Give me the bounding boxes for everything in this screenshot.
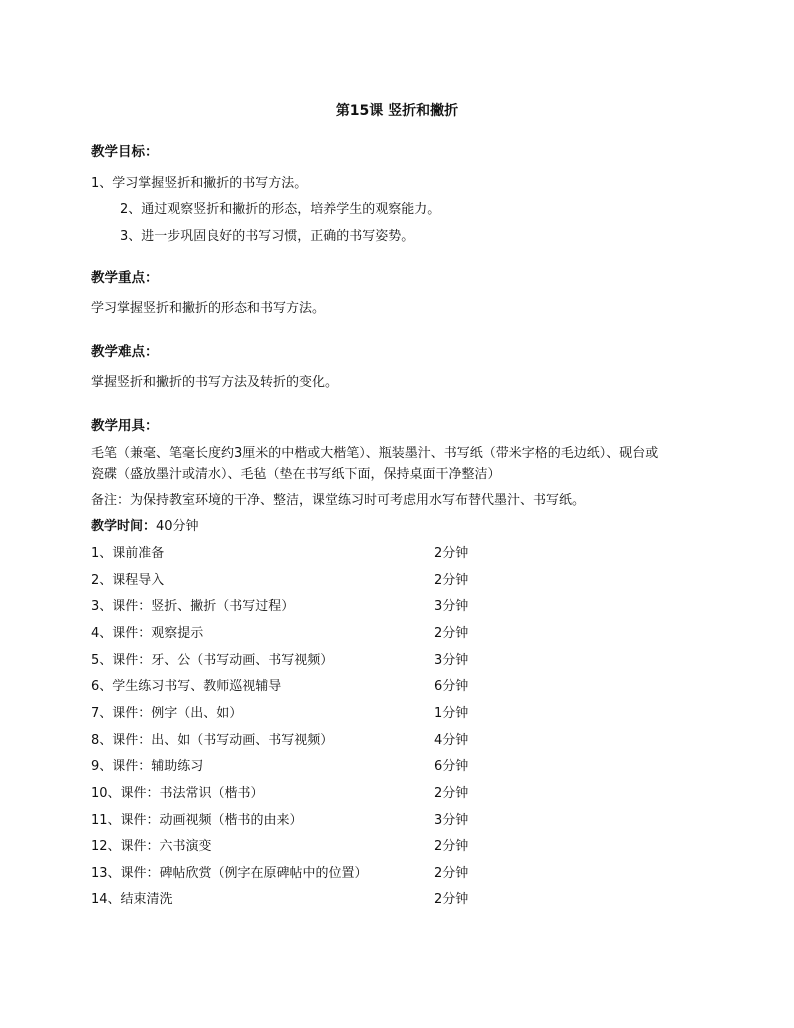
teaching-time	[91, 518, 199, 536]
difficulties-text: 掌握竖折和撇折的书写方法及转折的变化。	[91, 375, 339, 390]
time-row-item: 7、课件：例字（出、如）	[91, 706, 243, 721]
time-row-item: 6、学生练习书写、教师巡视辅导	[91, 679, 282, 694]
time-row	[91, 545, 511, 563]
tools-note: 备注：为保持教室环境的干净、整洁，课堂练习时可考虑用水写布替代墨汁、书写纸。	[91, 493, 586, 508]
time-row-item: 2、课程导入	[91, 573, 165, 588]
time-row-item: 8、课件：出、如（书写动画、书写视频）	[91, 733, 334, 748]
time-row-item: 1、课前准备	[91, 546, 165, 561]
time-row	[91, 838, 511, 856]
time-row-duration: 6分钟	[434, 759, 469, 774]
time-row-duration: 3分钟	[434, 599, 469, 614]
time-row	[91, 678, 511, 696]
time-row	[91, 705, 511, 723]
time-row-item: 11、课件：动画视频（楷书的由来）	[91, 813, 303, 828]
time-row	[91, 598, 511, 616]
tools-line-1: 毛笔（兼毫、笔毫长度约3厘米的中楷或大楷笔）、瓶装墨汁、书写纸（带米字格的毛边纸）、砚台或	[91, 446, 659, 461]
time-row-duration: 4分钟	[434, 733, 469, 748]
time-row-item: 4、课件：观察提示	[91, 626, 204, 641]
time-row-duration: 6分钟	[434, 679, 469, 694]
objectives-heading: 教学目标：	[91, 144, 159, 160]
time-row-duration: 2分钟	[434, 573, 469, 588]
time-row-duration: 2分钟	[434, 839, 469, 854]
tools-heading: 教学用具：	[91, 418, 159, 434]
time-row	[91, 758, 511, 776]
time-row-duration: 1分钟	[434, 706, 469, 721]
objective-item-3: 3、进一步巩固良好的书写习惯，正确的书写姿势。	[120, 229, 415, 244]
time-row-duration: 3分钟	[434, 653, 469, 668]
time-row	[91, 732, 511, 750]
time-row-duration: 2分钟	[434, 546, 469, 561]
time-row	[91, 865, 511, 883]
time-row	[91, 652, 511, 670]
time-row	[91, 625, 511, 643]
time-row	[91, 891, 511, 909]
time-row-item: 12、课件：六书演变	[91, 839, 212, 854]
time-row-item: 5、课件：牙、公（书写动画、书写视频）	[91, 653, 334, 668]
page-title: 第15课 竖折和撇折	[335, 103, 459, 119]
time-row	[91, 785, 511, 803]
time-row-item: 3、课件：竖折、撇折（书写过程）	[91, 599, 295, 614]
time-row-item: 14、结束清洗	[91, 892, 173, 907]
time-row-item: 10、课件：书法常识（楷书）	[91, 786, 264, 801]
time-row-duration: 3分钟	[434, 813, 469, 828]
objective-item-1: 1、学习掌握竖折和撇折的书写方法。	[91, 176, 308, 191]
time-row-duration: 2分钟	[434, 866, 469, 881]
difficulties-heading: 教学难点：	[91, 344, 159, 360]
time-row-duration: 2分钟	[434, 892, 469, 907]
key-points-text: 学习掌握竖折和撇折的形态和书写方法。	[91, 301, 326, 316]
time-row-item: 9、课件：辅助练习	[91, 759, 204, 774]
tools-line-2: 瓷碟（盛放墨汁或清水）、毛毡（垫在书写纸下面，保持桌面干净整洁）	[91, 467, 501, 482]
time-row	[91, 812, 511, 830]
objective-item-2: 2、通过观察竖折和撇折的形态，培养学生的观察能力。	[120, 202, 441, 217]
time-row-item: 13、课件：碑帖欣赏（例字在原碑帖中的位置）	[91, 866, 368, 881]
time-row-duration: 2分钟	[434, 786, 469, 801]
time-row-duration: 2分钟	[434, 626, 469, 641]
time-row	[91, 572, 511, 590]
teaching-time-label: 教学时间：	[91, 519, 157, 534]
key-points-heading: 教学重点：	[91, 270, 159, 286]
teaching-time-total: 40分钟	[156, 519, 199, 534]
